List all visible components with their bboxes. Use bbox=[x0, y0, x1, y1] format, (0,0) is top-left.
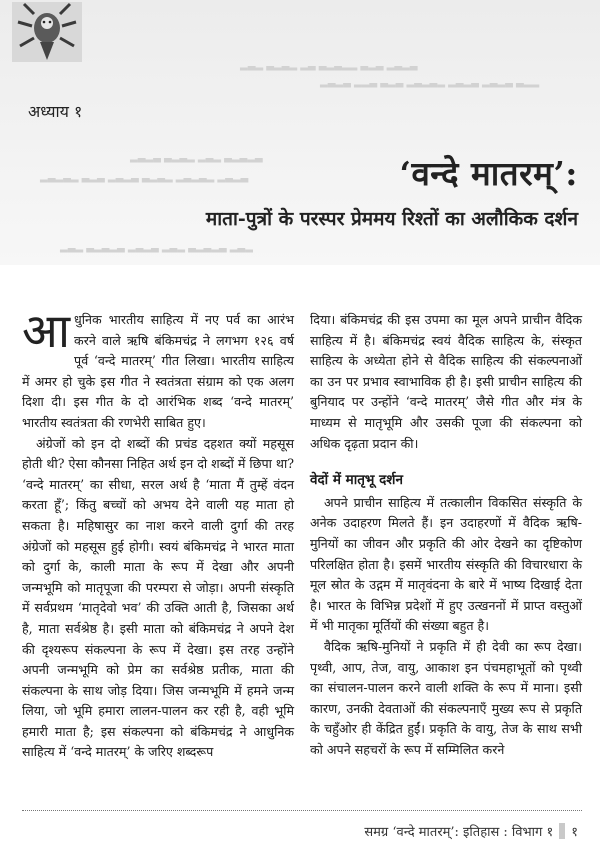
opening-paragraph-text: धुनिक भारतीय साहित्य में नए पर्व का आरंभ करने वाले ऋषि बंकिमचंद्र ने लगभग १२६ वर्ष पूर्व ‘वन्दे मातरम्’ गीत लिखा। भारतीय साहित्य में अमर हो चुके इस गीत ने स्वतंत्रता संग्राम को एक अलग दिशा दी। इस गीत के दो आरंभिक शब्द ‘वन्दे मातरम्’ भारतीय स्वतंत्रता की रणभेरी साबित हुए। bbox=[22, 312, 294, 430]
body-paragraph: वैदिक ऋषि-मुनियों ने प्रकृति में ही देवी का रूप देखा। पृथ्वी, आप, तेज, वायु, आकाश इन पंचमहाभूतों को पृथ्वी का संचालन-पालन करने वाली शक्ति के रूप में माना। इसी कारण, उनकी देवताओं की संकल्पनाएँ मुख्य रूप से प्रकृति के चहुँओर ही केंद्रित हुईं। प्रकृति के वायु, तेज के साथ सभी को अपने सहचरों के रूप में सम्मिलित करने bbox=[310, 638, 582, 757]
chapter-header-band bbox=[0, 0, 600, 265]
footer-divider bbox=[22, 810, 582, 811]
page-footer bbox=[364, 822, 578, 840]
section-heading: वेदों में मातृभू दर्शन bbox=[310, 472, 403, 489]
faded-background-text: ▂▃▂▃▂ ▃▂▃ ▂▃▂▃ ▃▂▃▂ ▂▃▂▃▂ ▂▃▂▃ bbox=[40, 172, 249, 183]
goddess-emblem-icon bbox=[12, 2, 82, 62]
faded-background-text: ▂▃▂▃ ▃▂▃▂ ▂▃▂ ▃▂▃▂▃ bbox=[130, 152, 263, 163]
drop-cap: आ bbox=[22, 304, 71, 359]
running-title: समग्र ‘वन्दे मातरम्’: इतिहास : विभाग १ bbox=[364, 825, 554, 840]
page-number: १ bbox=[571, 825, 578, 840]
chapter-label: अध्याय १ bbox=[28, 102, 83, 121]
left-text-column bbox=[22, 304, 294, 763]
footer-separator-bar bbox=[559, 823, 565, 839]
faded-background-text: ▂▃▂ ▃▂▃▂ ▂▃ ▃▂▃▂▂ ▃▂▃ ▂▃▂▃ bbox=[240, 60, 418, 71]
body-paragraph: अपने प्राचीन साहित्य में तत्कालीन विकसित संस्कृति के अनेक उदाहरण मिलते हैं। इन उदाहरणों में वैदिक ऋषि-मुनियों का जीवन और प्रकृति की ओर देखने का दृष्टिकोण परिलक्षित होता है। इसमें भारतीय संस्कृति की विचारधारा के मूल स्रोत के उद्गम में मातृवंदना के बारे में भाष्य दिखाई देता है। भारत के विभिन्न प्रदेशों में हुए उत्खननों में प्राप्त वस्तुओं में भी मातृका मूर्तियों की संख्या बहुत है। bbox=[310, 494, 582, 634]
right-text-column bbox=[310, 310, 582, 760]
opening-paragraph bbox=[22, 304, 294, 434]
chapter-subtitle: माता-पुत्रों के परस्पर प्रेममय रिश्तों का अलौकिक दर्शन bbox=[205, 208, 578, 230]
body-paragraph: अंग्रेजों को इन दो शब्दों की प्रचंड दहशत क्यों महसूस होती थी? ऐसा कौनसा निहित अर्थ इन दो शब्दों में छिपा था? ‘वन्दे मातरम्’ का सीधा, सरल अर्थ है ‘माता मैं तुम्हें वंदन करता हूँ’; किंतु बच्चों को अभय देने वाली यह माता हो सकता है। महिषासुर का नाश करने वाली दुर्गा की तरह अंग्रेजों को महसूस हुई होगी। स्वयं बंकिमचंद्र ने भारत माता को दुर्गा के, काली माता के रूप में देखा और अपनी जन्मभूमि को मातृपूजा की परम्परा से जोड़ा। अपनी संस्कृति में सर्वप्रथम ‘मातृदेवो भव’ की उक्ति आती है, जिसका अर्थ है, माता सर्वश्रेष्ठ है। इसी माता को बंकिमचंद्र ने अपने देश की दृश्यरूप संकल्पना के रूप में देखा। इस तरह उन्होंने अपनी जन्मभूमि को प्रेम का सर्वश्रेष्ठ प्रतीक, माता की संकल्पना के साथ जोड़ दिया। जिस जन्मभूमि में हमने जन्म लिया, जो भूमि हमारा लालन-पालन कर रही है, वही भूमि हमारी माता है; इस संकल्पना को बंकिमचंद्र ने आधुनिक साहित्य में ‘वन्दे मातरम्’ के जरिए शब्दरूप bbox=[22, 435, 294, 760]
body-paragraph: दिया। बंकिमचंद्र की इस उपमा का मूल अपने प्राचीन वैदिक साहित्य में है। बंकिमचंद्र स्वयं वैदिक साहित्य के, संस्कृत साहित्य के अध्येता होने से वैदिक साहित्य की संकल्पनाओं का उन पर प्रभाव स्वाभाविक ही है। इसी प्राचीन साहित्य की बुनियाद पर उन्होंने ‘वन्दे मातरम्’ जैसे गीत और मंत्र के माध्यम से मातृभूमि और उसकी पूजा की संकल्पना को अधिक दृढ़ता प्रदान की। bbox=[310, 312, 582, 451]
faded-background-text: ▂▃▂▃ ▂▂▃ ▃▂▃ ▂▃▂▃▂ ▂▃▂▃ ▂▃▂▃ ▃▂▂ bbox=[320, 77, 540, 88]
chapter-title: ‘वन्दे मातरम्’: bbox=[399, 154, 578, 193]
faded-background-text: ▂▃▂ ▃▂▃▂▃ ▂▃▂▃ ▂▃▂ ▃▂▃▂▃ ▂▃▂ bbox=[60, 242, 253, 253]
